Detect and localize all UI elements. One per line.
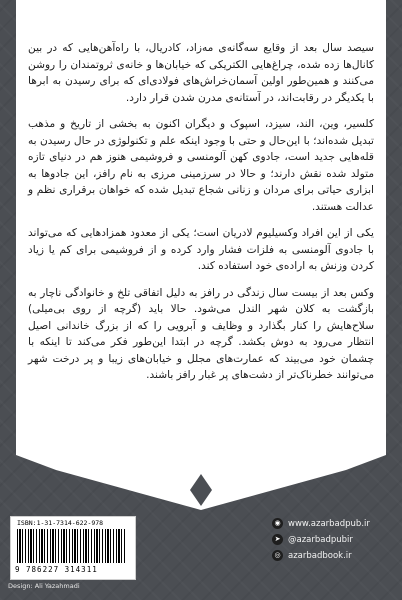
globe-icon: ◉ — [272, 518, 283, 529]
contact-website[interactable] — [272, 518, 390, 529]
paragraph: یکی از این افراد وکسیلیوم لادریان است؛ یکی از معدود همزادهایی که می‌تواند با جادوی آلومنسی به فلزات فشار وارد کرده و از فروشیمی برای کم یا زیاد کردن وزنش به اراده‌ی خود استفاده کند. — [28, 227, 374, 272]
back-cover-text — [28, 40, 374, 394]
barcode-bars — [17, 529, 127, 563]
contact-text: @azarbadpubir — [288, 534, 353, 545]
contact-text: azarbadbook.ir — [288, 550, 352, 561]
designer-credit: Design: Ali Yazahmadi — [8, 582, 80, 590]
barcode — [10, 516, 136, 580]
contact-text: www.azarbadpub.ir — [288, 518, 370, 529]
contact-list — [272, 518, 390, 566]
isbn-text: ISBN:1-31-7314-622-978 — [17, 519, 104, 527]
barcode-number: 9 786227 314311 — [15, 565, 98, 574]
instagram-icon: ◎ — [272, 550, 283, 561]
contact-instagram[interactable] — [272, 550, 390, 561]
text-banner — [16, 0, 386, 510]
contact-telegram[interactable] — [272, 534, 390, 545]
paragraph: وکس بعد از بیست سال زندگی در رافز به دلیل اتفاقی تلخ و خانوادگی ناچار به بازگشت به کلان شهر الندل می‌شود. حالا باید (گرچه از روی بی‌میلی) سلاح‌هایش را کنار بگذارد و وظایف و آبرویی را که از بزرگ خاندانی اصیل انتظار می‌رود به دوش بکشد. گرچه در ابتدا این‌طور فکر می‌کند تا اینکه با چشمان خود می‌بیند که عمارت‌های مجلل و خیابان‌های زیبا و پر درخت شهر می‌توانند خطرناک‌تر از دشت‌های پر غبار رافز باشند. — [28, 286, 374, 381]
paragraph: کلسیر، وین، الند، سیزد، اسپوک و دیگران اکنون به بخشی از تاریخ و مذهب تبدیل شده‌اند؛ با این‌حال و حتی با وجود اینکه علم و تکنولوژی در حال رسیدن به قله‌هایی جدید است، جادوی کهن آلومنسی و فروشیمی هنوز هم در دنیای تازه متولد شده نقش دارند؛ و حالا در سرزمینی مرزی به نام رافز، این جادوها به ابزاری حیاتی برای مردان و زنانی شجاع تبدیل شده که خواهان برقراری نظم و عدالت هستند. — [28, 118, 374, 213]
telegram-icon: ➤ — [272, 534, 283, 545]
paragraph: سیصد سال بعد از وقایع سه‌گانه‌ی مه‌زاد، کادریال، با راه‌آهن‌هایی که در بین کانال‌ها زده شده، چراغ‌هایی الکتریکی که خیابان‌ها و خانه‌ی ثروتمندان را روشن می‌کنند و همین‌طور اولین آسمان‌خراش‌های فولادی‌ای که برای رسیدن به ابرها با یکدیگر در رقابت‌اند، در آستانه‌ی مدرن شدن قرار دارد. — [28, 42, 374, 104]
footer — [0, 510, 402, 600]
